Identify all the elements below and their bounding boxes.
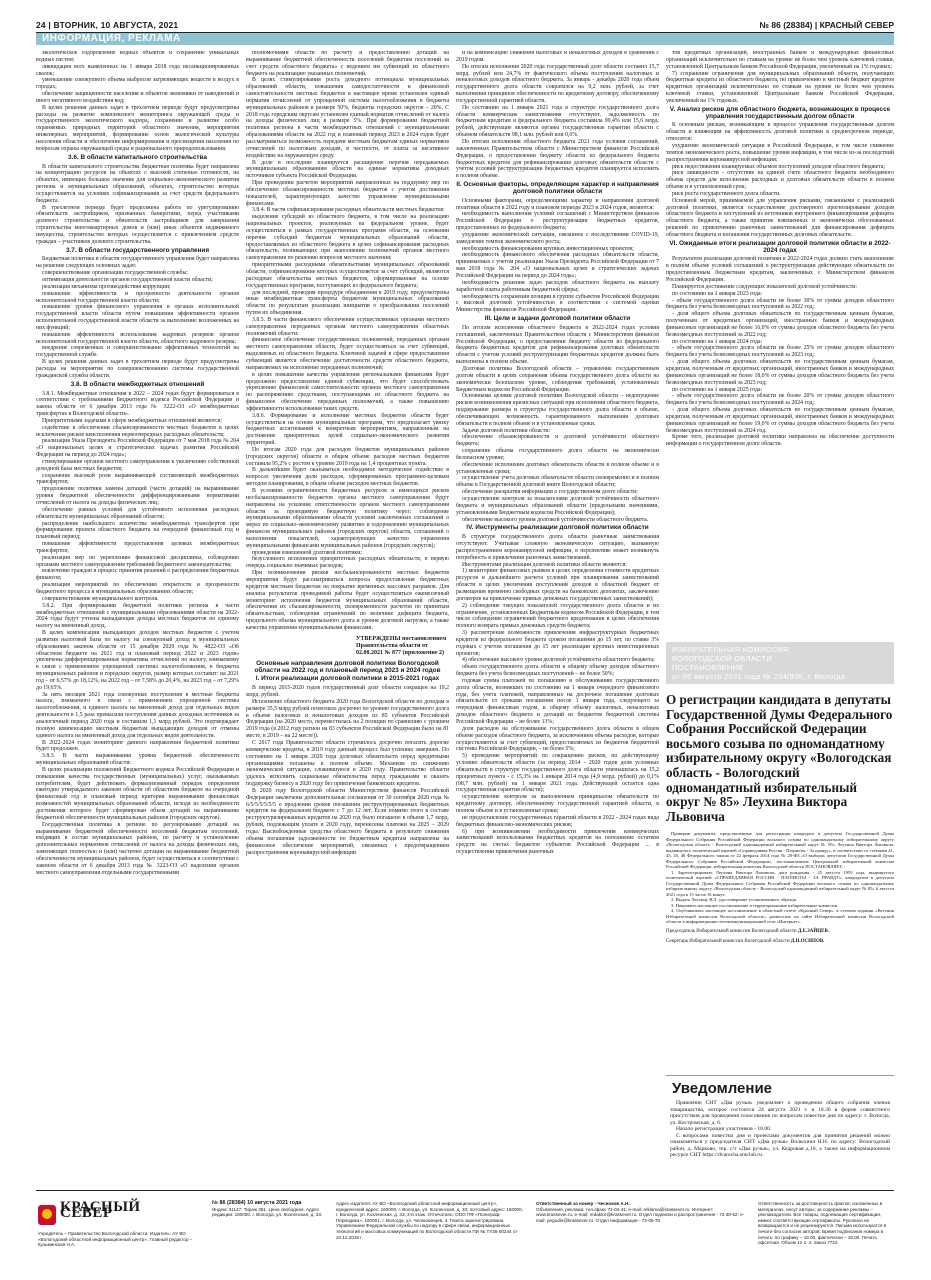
paragraph: - доля общего объема долговых обязательств по государственным ценным бумагам, полученным от кредитных организаций, иностранных банков и международных финансовых организаций не более 16,0% от суммы доходов областного бюджета без учета безвозмездных поступлений за 2022 год; — [666, 311, 894, 338]
paragraph: Задачи долговой политики области: — [462, 427, 551, 434]
paragraph: Кроме того, реализация долговой политики направлена на обеспечение доступности информации о государственном долге области. — [666, 434, 894, 448]
paragraph: - объем государственного долга области не более 20% от суммы доходов областного бюджета без учета безвозмездных поступлений за 2024 год; — [666, 393, 894, 407]
paragraph: В структуре государственного долга области рыночные заимствования отсутствуют. Учитывая сложную экономическую ситуацию, вызванную распространением коронавирусной инфекции, в перспективе может возникнуть потребность в привлечении рыночных заимствований. — [456, 534, 659, 561]
coat-of-arms-icon — [38, 1205, 56, 1225]
paragraph: тов кредитных организаций, иностранных банков и международных финансовых организаций исключительно по ставкам на уровне не более чем уровень ключевой ставки, установленной Центральным банком Российской Федерации, увеличенный на 1% годовых; — [666, 50, 894, 70]
paragraph: В доле в последние планируется расширение перечня передаваемых муниципальным образованиям области на единые нормативы доходных источников субъекта Российской Федерации. — [246, 159, 449, 180]
paragraph: необходимость сохранения позиции в группе субъектов Российской Федерации с высокой долговой устойчивостью в соответствии с системой оценки Министерства финансов Российской Федерации. — [456, 293, 659, 314]
section-heading: IV. Инструменты реализации долговой политики области — [466, 524, 649, 532]
paragraph: по состоянию на 1 января 2025 года: — [672, 386, 763, 393]
notice-date: от 06 августа 2021 года № 204/936, г. Вологда — [672, 672, 846, 681]
notice-paragraph: 2. Выдать Леухину В.Л. удостоверение установленного образца. — [671, 897, 797, 903]
footer-issue-title: № 86 (28384) 10 августа 2021 года — [212, 1200, 302, 1206]
paragraph: - доля общего объема долговых обязательств по государственным ценным бумагам, кредитам, полученным от кредитных организаций, иностранных банков и международных финансовых организаций не более 18,0% от суммы доходов областного бюджета без учета безвозмездных поступлений за 2023 год; — [666, 359, 894, 386]
paragraph: уменьшение совокупного объема выбросов загрязняющих веществ в воздух в городах; — [36, 77, 239, 91]
paragraph: Инструментами реализации долговой политики области являются: — [462, 561, 627, 568]
footer-contact-lines: Объявления, реклама: тел./факс 72-04-41; e-mail: reklama@krassever.ru. Интернет: www.krassever.ru. e-mail: redaktor@krassever.ru. Отдел подписки и распространения - 72-30-62; e-mail: pegodin@krassever.ru. Отдел информации - 72-05-70. — [536, 1206, 745, 1223]
paragraph: 2) соблюдение текущих показателей государственного долга области и их ограничение, установленных Бюджетным кодексом Российской Федерации, в том числе соблюдение ограничений бюджетного кредитования в целях обеспечения полного возврата прямых денежных средств бюджета; — [456, 602, 659, 630]
paragraph: реализация Указа Президента Российской Федерации от 7 мая 2018 года № 204 «О национальных целях и стратегических задачах развития Российской Федерации на период до 2024 года»; — [36, 438, 239, 459]
footer-address: Адрес издателя: АУ ВО «Вологодский областной информационный центр», юридический адрес: 160000, г. Вологда, ул. Козленская, д. 33; почтовый адрес: 160000, г. Вологда, ул. Козленская, д. 33, 3-й этаж. Отпечатано: ООО ПФ «Полиграф-Периодика», 160001, г. Вологда, ул. Челюскинцев, 3. Газета зарегистрирована Управлением Федеральной службы по надзору в сфере связи, информационных технологий и массовых коммуникаций по Вологодской области ПИ № ТУ35-00244 от 22.12.2015 г. — [336, 1201, 523, 1240]
paragraph: содействие в обеспечении сбалансированности местных бюджетов в целях исключения рисков неисполнения первоочередных расходных обязательств; — [36, 424, 239, 438]
paragraph: 3.8.4. В части софинансирования расходных обязательств местных бюджетов: — [252, 207, 445, 214]
sig1-role: Председатель Избирательной комиссии Вологодской области — [666, 928, 797, 934]
notice-signature-1 — [666, 929, 894, 935]
paragraph: совершенствование муниципального контроля. — [42, 595, 159, 602]
paragraph: В целях решения данных задач в трехлетнем периоде будут предусмотрены расходы на мероприятия по совершенствованию системы государственной гражданской службы области. — [36, 359, 239, 379]
paragraph: риск роста государственного долга области. — [672, 190, 781, 197]
paragraph: реализация мероприятий по обеспечению открытости и прозрачности бюджетного процесса в муниципальных образованиях области; — [36, 582, 239, 595]
paragraph: - объем государственного долга области не более 25% от суммы доходов областного бюджета без учета безвозмездных поступлений за 2023 год; — [666, 345, 894, 359]
paragraph: обеспечение сбалансированности и долговой устойчивости областного бюджета; — [456, 434, 659, 448]
section-heading: II. Основные факторы, определяющие характер и направления долговой политики области — [456, 181, 659, 195]
notice-body — [666, 831, 894, 925]
paragraph: Государственная политика в регионе по регулированию дотаций на выравнивание бюджетной обеспеченности поселений бюджетам поселений, входящих в состав муниципальных районов, по расчету и установлению дополнительных нормативов отчислений от налога на доходы физических лиц, заменяющих полностью и (или) частично дотации на выравнивание бюджетной обеспеченности муниципальных районов, будет осуществляться в соответствии с законом области от 6 декабря 2013 года № 3223-ОЗ «О наделении органов местного самоуправления отдельными государственными — [36, 821, 239, 876]
paragraph: 3.8.5. В части финансового обеспечения осуществляемых органами местного самоуправления переданных органам местного самоуправления областных полномочий области: — [246, 316, 449, 337]
paragraph: вовлечение граждан в процесс принятия решений о распределении бюджетных финансов; — [36, 568, 239, 582]
paragraph: Бюджетная политика в области государственного управления будет направлена на решение следующих основных задач: — [36, 256, 239, 270]
sig2-role: Секретарь Избирательной комиссии Вологодской области — [666, 938, 790, 944]
logo-text: КРАСНЫЙ СЕВЕР — [60, 1199, 141, 1221]
paragraph: обеспечение высокого уровня долговой устойчивости областного бюджета. — [462, 516, 649, 523]
paragraph: Основными факторами, определяющими характер и направления долговой политики области в 2022 году и плановом периоде 2023 и 2024 годов, являются: — [456, 197, 659, 211]
paragraph: В дальнейшем будет оказываться необходимое методическое содействие в вопросах увеличения доли расходов, сформированных программно-целевым методом планирования, в общем объеме расходов местных бюджетов. — [246, 467, 449, 488]
paragraph: При проведении расчетов мероприятий направленных на поддержку мер по обеспечению сбалансированности местных бюджетов с учетом достижения показателей, характеризующих качество управления муниципальными финансами. — [246, 180, 449, 207]
paragraph: совершенствование организации государственной службы; — [42, 270, 188, 277]
section-heading: 3.8. В области межбюджетных отношений — [70, 380, 205, 388]
paragraph: Основной мерой, принимаемой для управления рисками, связанными с реализацией долговой политики, является осуществление достоверного прогнозирования доходов областного бюджета и поступлений из источников внутреннего финансирования дефицита областного бюджета, а также принятие взвешенных и экономически обоснованных решений по привлечению рыночных заимствований для финансирования дефицита областного бюджета и погашения государственных долговых обязательств. — [666, 197, 894, 238]
notice-signature-2 — [666, 939, 894, 945]
paragraph: риск недостижения планируемых объемов поступлений доходов областного бюджета; — [672, 163, 886, 170]
paragraph: по состоянию на 1 января 2024 года: — [672, 338, 763, 345]
paragraph: В трехлетнем периоде будет продолжена работа по урегулированию обязательств застройщиков, признанных банкротами, перед участниками долевого строительства и обязательств застройщиков для завершения строительства многоквартирных домов и (или) иных объектов недвижимого имущества, строительство которых осуществляется с привлечением средств граждан – участников долевого строительства. — [36, 204, 239, 245]
paragraph: риск ликвидности - отсутствие на единой счете областного бюджета необходимого объема средств для исполнения расходных и долговых обязательств области в полном объеме и в установленный срок; — [666, 170, 894, 191]
paragraph: сохранение объема государственного долга области на экономически безопасном уровне; — [456, 448, 659, 461]
paragraph: С 2017 года Правительство области стремилось досрочно погасить дорогие коммерческие кредиты, в 2019 году данный процесс был успешно завершен. По состоянию на 1 января 2020 года долговых обязательств перед кредитными организациями погашены в полном объеме. Механизм по снижению экономической ситуации, сложившуюся в 2020 году. Правительство области удалось исполнить социальные обязательства перед гражданами и оказать поддержку бизнесу в 2020 году без привлечения банковских кредитов. — [246, 740, 449, 788]
paragraph: повышение эффективности использования кадровых резервов органов исполнительной государственной власти области, областного кадрового резерва; — [36, 331, 239, 345]
notice-paragraph: Проверив документы, представленные для регистрации кандидата в депутаты Государственной Думы Федерального Собрания Российской Федерации восьмого созыва по одномандатному избирательному округу «Вологодская область - Вологодский одномандатный избирательный округ № 85» Леухина Виктора Львовича, выдвинутого политической партией «Справедливая Россия - Патриоты - За правду», в соответствии со статьями 41, 43, 45, 48 Федерального закона от 22 февраля 2014 года № 20-ФЗ «О выборах депутатов Государственной Думы Федерального Собрания Российской Федерации», постановлением Центральной избирательной комиссии Российской Федерации, избирательная комиссия Вологодской области ПОСТАНОВЛЯЕТ: — [666, 831, 894, 870]
paragraph: 3) рассмотрение возможности привлечения инфраструктурных бюджетных кредитов из федерального бюджета сроком погашения до 15 лет, по ставке 3% годовых с учетом погашения до 15 лет реализации крупных инвестиционных проектов; — [456, 630, 659, 657]
paragraph: 1) мониторинг финансовых рынков в целях определения стоимости кредитных ресурсов и дальнейшего расчета условий при планировании заимствований области в целях увеличения поступлений доходов в областной бюджет от размещения временно свободных средств на банковских депозитах, заключению договоров на привлечение прямых денежных государственных заимствований); — [456, 568, 659, 602]
notice-doc-type: ПОСТАНОВЛЕНИЕ — [672, 663, 744, 672]
paragraph: распределение наибольшего количества межбюджетных трансфертов при формировании проекта областного бюджета на очередной финансовый год и плановый период; — [36, 520, 239, 541]
paragraph: в целях повышения качества управления региональными финансами будет продолжено предоставление единой субвенции, что будет способствовать укреплению финансовой самостоятельности органов местного самоуправления по распоряжению средствами, поступающими из областного бюджета на финансовое обеспечение переданных полномочий, а также повышению эффективности использования таких средств. — [246, 371, 449, 412]
paragraph: и на компенсацию снижения налоговых и неналоговых доходов в сравнении с 2019 годом. — [456, 50, 659, 63]
paragraph: объем государственного долга области к общему объему доходов областного бюджета без учета безвозмездных поступлений – не более 50%; — [456, 664, 659, 678]
approval-stamp: УТВЕРЖДЕНЫ постановлением Правительства области от 02.08.2021 № 877 (приложение 2) — [356, 635, 447, 656]
notice-paragraph: 4. Опубликовать настоящее постановление в областной газете «Красный Север», в сетевом издании «Вестник Избирательной комиссии Вологодской области», разместить на сайте Избирательной комиссии Вологодской области в информационно-телекоммуникационной сети «Интернет». — [666, 908, 894, 925]
notification-title: Уведомление — [672, 1080, 773, 1097]
section-heading: III. Цели и задачи долговой политики области — [484, 315, 631, 323]
paragraph: внедрение современных и совершенствование эффективных технологий на государственной службе. — [36, 345, 239, 359]
paragraph: ликвидация всех выявленных на 1 января 2018 года несанкционированных свалок; — [36, 63, 239, 77]
notification-body — [666, 1100, 894, 1159]
paragraph: 4) обеспечение высокого уровня долговой устойчивости областного бюджета; — [462, 657, 655, 664]
section-heading: I. Итоги реализации долговой политики в 2015-2021 годах — [255, 675, 440, 683]
notice-headline: О регистрации кандидата в депутаты Государственной Думы Федерального Собрания Российской Федерации восьмого созыва по одномандатному избирательному округу «Вологодская область - Вологодский одномандатный избирательный округ № 85» Леухина Виктора Львовича — [666, 692, 893, 824]
paragraph: 7) сохранение ограничения для муниципальных образований области, получающих бюджетные кредиты из областного бюджета, по привлечению в местный бюджет кредитов кредитных организаций исключительно по ставкам на уровне не более чем уровень ключевой ставки, установленной Центральным банком Российской Федерации, увеличенный на 1% годовых. — [666, 70, 894, 104]
paragraph: Основными целями долговой политики Вологодской области – недопущение рисков возникновения кризисных ситуаций при исполнении областного бюджета, поддержание размера и структуры государственного долга области в объеме, обеспечивающем возможность гарантированного выполнения долговых обязательств в полном объеме и в установленные сроки. — [456, 393, 659, 427]
notice-paragraph: 3. Направить настоящее постановление в территориальные избирательные комиссии. — [671, 902, 839, 908]
paragraph: В 2020 году Вологодской области Министерством финансов Российской Федерации заключены дополнительные соглашения от 30 сентября 2020 года № 6/5/5/5/5/5/5 о продлении сроков погашения реструктурированных бюджетных кредитов на федеральном бюджете с 7 до 12 лет. Если помимо этого в составе реструктуризированных кредитов на 2020 год было погашено в объеме 1,7 млрд. рублей, подлежащим уплате в 2020 году, перенесены платежи на 2025 – 2029 годы. Высвобожденные средства областного бюджета в результате снижения объема погашения задолженности по бюджетным кредитам направлены на финансовое обеспечение мероприятий, связанных с предотвращением распространения коронавирусной инфекции — [246, 787, 449, 856]
paragraph: безусловного исполнения приоритетных расходных обязательств, в первую очередь социально значимых расходов; — [246, 556, 449, 570]
footer-issue — [212, 1201, 330, 1218]
paragraph: обеспечение защищенности населения и объектов экономики от наводнений и иного негативного воздействия вод; — [36, 91, 239, 104]
newspaper-logo — [38, 1199, 188, 1227]
paragraph: ухудшение экономической ситуации, связанное с последствиями COVID-19, замедление темпов экономического роста; — [456, 231, 659, 245]
paragraph: К основным рискам, возникающим в процессе управления государственным долгом области и влияющим на эффективность долговой политики в среднесрочном периоде, относятся: — [666, 122, 894, 143]
paragraph: По итогам исполнения областного бюджета 2021 года условия соглашений, заключенных Правительством области с Министерством финансов Российской Федерации, о предоставлении бюджету области из федерального бюджета бюджетных кредитов для рефинансирования долговых обязательств области с учетом условий реструктуризации бюджетных кредитов планируется исполнить в полном объеме. — [456, 138, 659, 180]
notification-paragraph: Начало регистрации участников - 18.00. — [676, 1126, 772, 1132]
paragraph: выделение субсидий из областного бюджета, в том числе на реализацию национальных проектов, реализуемых на федеральном уровне, будет осуществляться в рамках государственных программ области, на основании перечня субсидий бюджетам муниципальных образований области, предоставляемых из областного бюджета в целях софинансирования расходных обязательств, возникающих при выполнении полномочий органов местного самоуправления по решению вопросов местного значения; — [246, 214, 449, 262]
paragraph: сохранение высокой роли выравнивающей составляющей межбюджетных трансфертов; — [36, 472, 239, 486]
paragraph: осуществление контроля за выполнением принципалом обязательств по кредитному договору, обеспеченному государственной гарантией области, в полном объеме и в установленные сроки; — [456, 794, 659, 814]
paragraph: 3.8.3. В части выравнивания уровня бюджетной обеспеченности муниципальных образований области: — [36, 753, 239, 767]
page-date: 24 | ВТОРНИК, 10 АВГУСТА, 2021 — [36, 20, 179, 30]
article-column-3 — [456, 50, 659, 1180]
sig1-name: Д.Е.ЗАЙЦЕВ. — [797, 928, 830, 934]
paragraph: За пять месяцев 2021 года совокупные поступления в местные бюджеты налога, взимаемого в связи с применением упрощенной системы налогообложения, и единого налога на вмененный доход для отдельных видов деятельности в 1,5 раза превысили поступления данных доходных источников за аналогичный период 2020 года и составили 1,1 млрд рублей. Это подтверждает полную компенсацию местным бюджетам выпадающих доходов от отмены единого налога на вмененный доход для отдельных видов деятельности. — [36, 691, 239, 739]
paragraph: обеспечение равных условий для устойчивого исполнения расходных обязательств муниципальных образований области; — [36, 506, 239, 520]
paragraph: Результатом реализации долговой политики в 2022-2024 годах должно стать выполнение в полном объеме условий соглашений о реструктуризации действующих обязательств по предоставленным бюджетным кредитам, заключенных с Министерством финансов Российской Федерации. — [666, 256, 894, 283]
paragraph: годовая сумма платежей по погашению и обслуживанию государственного долга области, возникших по состоянию на 1 января очередного финансового года, без учета платежей, направленных на досрочное погашение долговых обязательств со сроками погашения после 1 января года, следующего за очередным финансовым годом, к общему объему налоговых, неналоговых доходов областного бюджета и дотаций из бюджетов бюджетной системы Российской Федерации – не более 13%; — [456, 677, 659, 725]
snt-notification — [666, 1075, 894, 1181]
paragraph: повышение уровня финансового управления в органах исполнительной государственной власти области путем повышения эффективности органов исполнительной государственной власти области за выполнение возложенных на них функций; — [36, 304, 239, 331]
paragraph: В целях стимулирования роста доходного потенциала муниципальных образований области, повышения самодостаточности и финансовой самостоятельности местных бюджетов в настоящее время установлен единый норматив отчислений от упрощенной системы налогообложения в бюджеты муниципальных районов в размере 50%, бюджеты городских округов – 20%. С 2018 года городским округам установлен единый норматив отчислений от налога на доходы физических лиц в размере 5%. При формировании бюджетной политики региона в части межбюджетных отношений с муниципальными образованиями области на 2022 год и плановый период 2023 и 2024 годов будет рассматриваться возможность передачи местным бюджетам единых нормативов отчислений по налоговым доходам, в частности, от платы за негативное воздействие на окружающую среду. — [246, 77, 449, 159]
footer-responsible: Ответственный за номер - Чесноков А.Н. — [536, 1201, 630, 1206]
paragraph: Приоритетными задачами в сфере межбюджетных отношений являются: — [42, 417, 223, 424]
paragraph: 3.8.6. Формирование и исполнение местных бюджетов области будет осуществляться на основе муниципальных программ, что предполагает увязку бюджетных ассигнований к конкретным мероприятиям, направленным на достижение приоритетных целей социально-экономического развития территорий. — [246, 412, 449, 447]
paragraph: При возникновении рисков несбалансированности местных бюджетов мероприятия будут рассматриваться вопросы предоставления бюджетных кредитов местным бюджетам на покрытие временных кассовых разрывов. Для анализа результатов проводимой работы будет осуществляться ежемесячный мониторинг исполнения бюджетов муниципальных образований области, обеспечения их сбалансированности, своевременности расчетов по принятым обязательствам, соблюдения ограничений по величине дефицита бюджета, предельного объема муниципального долга и уровня долговой нагрузки, а также качества управления муниципальными финансами. — [246, 570, 449, 631]
paragraph: В целях компенсации выпадающих доходов местных бюджетов с учетом развития налоговой базы по налогу на совокупный доход в муниципальных образованиях законом области от 15 декабря 2020 года № 4822-ОЗ «Об областном бюджете на 2021 год и плановый период 2022 и 2023 годов» увеличены дифференцированные нормативы отчислений по налогу, взимаемому в связи с применением упрощенной системы налогообложения, в бюджеты муниципальных районов и городских округов, размер которых составит: на 2021 год – от 6,57% до 18,12%, на 2022 год – от 7,58% до 20,4%, на 2023 год – от 7,29% до 19,65%. — [36, 630, 239, 691]
paragraph: осуществление учета долговых обязательств области своевременно и в полном объеме в Государственной долговой книге Вологодской области; — [456, 475, 659, 489]
paragraph: По итогам 2020 года для расходов бюджетов муниципальных районов (городских округов) области в общем объеме расходов местных бюджетов составила 95,2% с ростом к уровню 2019 года на 1,4 процентных пункта. — [246, 446, 449, 467]
sig2-name: Д.Н.ОСИПОВ. — [790, 938, 825, 944]
section-heading: Основные направления долговой политики Вологодской области на 2022 год и плановый период 2023 и 2024 годов — [254, 659, 441, 674]
paragraph: не предоставление государственных гарантий области в 2022 - 2024 годах вида бюджетных финансово-экономических рисков; — [456, 814, 659, 828]
section-heading: 3.6. В области капитального строительства — [68, 153, 207, 161]
paragraph: - доля общего объема долговых обязательств по государственным ценным бумагам, кредитам, полученным от кредитных организаций, иностранных банков и международных финансовых организаций не более 19,0% от суммы доходов областного бюджета без учета безвозмездных поступлений за 2024 год. — [666, 407, 894, 434]
paragraph: В целях реализации положений Бюджетного кодекса Российской Федерации и повышения качества государственных (муниципальных) услуг, оказываемых потребителям, будет действовать формализованный порядок определения ежегодно утверждаемого законом области об областном бюджете на очередной финансовый год и плановый период критерия выравнивания финансовых возможностей муниципальных образований области, исходя из необходимости достижения которого будет сформирован объем дотаций на выравнивание бюджетной обеспеченности муниципальных районов (городских округов). — [36, 766, 239, 821]
paragraph: 5) проведение мероприятий по сокращению рисков, по действующему условию обязательств области (за период 2014 - 2020 годов доля условных обязательств в структуре государственного долга области уменьшилась на 15,2 процентных пункта - с 15,3% на 1 января 2014 года (4,9 млрд. рублей) до 0,1% (98,7 млн. рублей) на 1 января 2021 года. Действующей остается одна государственная гарантия области); — [456, 753, 659, 794]
page-header — [36, 18, 894, 33]
article-column-2 — [246, 50, 449, 1180]
paragraph: доля расходов на обслуживание государственного долга области в общем объеме расходов областного бюджета, за исключением объема расходов, которые осуществляются за счет субвенций, предоставляемых из бюджетов бюджетной системы Российской Федерации, – не более 5%; — [456, 725, 659, 753]
notice-org-line1: ИЗБИРАТЕЛЬНАЯ КОМИССИЯ — [672, 645, 789, 654]
paragraph: реализация механизма противодействия коррупции; — [42, 283, 171, 290]
paragraph: В условиях ограниченности бюджетных ресурсов и имеющихся рисков несбалансированности бюджетов органы местного самоуправления будут направлены на усиление ответственности органов местного самоуправления области за проводимую бюджетную политику через: соблюдение муниципальными образованиями области условий заключенных соглашений о мерах по социально-экономическому развитию и оздоровлению муниципальных финансов муниципальных районов (городских округов) области, соглашений о выполнении показателей, характеризующих качество управления муниципальными финансами муниципальных районов (городских округов); — [246, 488, 449, 549]
paragraph: необходимость решения задач расходов областного бюджета на выплату заработной платы работникам бюджетной сферы; — [456, 279, 659, 293]
paragraph: повышение эффективности и прозрачности деятельности органов исполнительной государственной власти области; — [36, 290, 239, 304]
paragraph: В целях решения данных задач в трехлетнем периоде будут предусмотрены расходы на развитие комплексного мониторинга окружающей среды и государственного экологического надзора, сохранение и развитие особо охраняемых природных территорий областного значения, мероприятия инженерных мероприятий, формирование основ экологической культуры населения области и обеспечение информирования и просвещения населения по вопросам охраны окружающей среды и рационального природопользования. — [36, 104, 239, 152]
paragraph: полномочиями области по расчету и предоставлению дотаций на выравнивание бюджетной обеспеченности поселений бюджетам поселений за счет средств областного бюджета» с ведением им субвенций из областного бюджета на реализацию указанных полномочий. — [246, 50, 449, 77]
notice-org-block — [666, 642, 894, 684]
section-heading: 3.7. В области государственного управления — [65, 246, 210, 254]
paragraph: стимулирование органов местного самоуправления к увеличению собственной доходной базы местных бюджетов; — [36, 458, 239, 472]
section-band — [36, 33, 894, 45]
paragraph: Исполнение областного бюджета 2020 года Вологодской области по доходам в размере 35,5 млрд рублей позволило досрочно по уровню государственного долга в объеме налоговых и неналоговых доходов из 85 субъектов Российской Федерации (на 2020 место, переместилась на 2 позиции по сравнению с уровнем 2019 года (в 2012 году регион на 83 субъектов Российской Федерации было на 81 месте, в 2019 – на 22 месте)). — [246, 698, 449, 740]
paragraph: ухудшение экономической ситуации в Российской Федерации, в том числе снижение темпов экономического роста, повышение уровня инфляции, в том числе из-за последствий распространения коронавирусной инфекции; — [666, 142, 894, 163]
paragraph: По состоянию на 1 января 2021 года в структуре государственного долга области коммерческие заимствования отсутствуют, задолженность по бюджетным кредитам и федерального бюджета составила 99,4% или 15,6 млрд. рублей, действующие являются органы государственные гарантии области с объемом обязательств 98,1 млн. рублей или 0,6%. — [456, 104, 659, 139]
paragraph: По итогам исполнения областного бюджета в 2022-2024 годах условия соглашений, заключенных Правительством области с Министерством финансов Российской Федерации, о предоставлении бюджету области из федерального бюджета бюджетных кредитов для рефинансирования долговых обязательств области с учетом условий реструктуризации бюджетных кредитов должны быть выполнены в полном объеме. — [456, 324, 659, 366]
notification-paragraph: Правление СНТ «Два ручья» уведомляет о проведении общего собрания членов товарищества, которое состоится 24 августа 2021 г. в 18.30 в форме совместного присутствия для проведения голосования по вопросам повестки дня по адресу: г. Вологда, ул. Костромская, д. 6. — [670, 1100, 890, 1126]
paragraph: - объем государственного долга области не более 30% от суммы доходов областного бюджета без учета безвозмездных поступлений за 2022 год; — [666, 297, 894, 311]
paragraph: оптимизация деятельности органов государственной власти области; — [42, 277, 213, 283]
paragraph: необходимость финансового обеспечения расходных обязательств области, принимаемых с учетом реализации Указа Президента Российской Федерации от 7 мая 2018 года № 204 «О национальных целях и стратегических задачах Российской Федерации на период до 2024 года»; — [456, 252, 659, 279]
footer-issue-info: Индекс 31147. Тираж 351. Цена свободная. Адрес редакции: 160000, г. Вологда, ул. Козленская, д. 33. — [212, 1206, 323, 1218]
paragraph: Долговая политика Вологодской области – управление государственным долгом области в целях сохранения объема государственного долга области на экономически безопасном уровне, соблюдения требований, установленных Бюджетным кодексом Российской Федерации. — [456, 365, 659, 393]
notification-paragraph: С вопросами повестки дня и проектами документов для принятия решений можно ознакомиться у председателя СНТ «Два ручья» Волыхина Н.Н. по адресу: Вологодский район, д. Марково, тер. с/т «Два ручья», ул. Кедровая д.10, а также на информационном ресурсе СНТ https://dvarucha.sntclub.ru. — [670, 1132, 890, 1158]
paragraph: осуществление контроля за показателями долговой устойчивости областного бюджета и муниципальных образований области (предельными значениями, установленными Бюджетным кодексом Российской Федерации); — [456, 496, 659, 516]
notice-org-line2: ВОЛОГОДСКОЙ ОБЛАСТИ — [672, 654, 773, 663]
paragraph: для последней, проводим процедуре объединения в 2019 году, предусмотрены иные межбюджетные трансферты бюджетам муниципальных образований области по результатам реализации инициатив о преобразовании поселений путем их объединения. — [246, 289, 449, 317]
paragraph: по состоянию на 1 января 2023 года: — [672, 290, 763, 297]
section-heading: V. Анализ рисков для областного бюджета, возникающих в процессе управления государственным долгом области — [669, 105, 891, 120]
paragraph: В период 2015-2020 годов государственный долг области сокращен на 19,2 млрд. рублей. — [246, 685, 449, 699]
paragraph: проведения взвешенной долговой политики; — [252, 549, 362, 556]
paragraph: 6) при возникновении необходимости привлечения коммерческих заимствований использования бюджетных кредитов на пополнение остатков средств на счетах бюджетов субъектов Российской Федерации ... в осуществлении привлечения рыночных — [456, 828, 659, 856]
paragraph: финансовое обеспечение государственных полномочий, переданных органам местного самоуправления области, будет осуществляться за счет субвенций, выделяемых из областного бюджета. Ключевой задачей в сфере предоставления субвенций является обеспечение достаточности средств областного бюджета, направляемых на исполнение переданных полномочий; — [246, 337, 449, 371]
section-heading: VI. Ожидаемые итоги реализации долговой политики области в 2022-2024 годах — [669, 239, 891, 254]
paragraph: обеспечение раскрытия информации о государственном долге области; — [462, 489, 638, 496]
paragraph: В области капитального строительства бюджетная политика будет направлена на концентрацию ресурсов на объектах с высокой степенью готовности, на объектах, имеющих большое значение для социально-экономического развития региона и муниципальных образований, объектах, строительство которых осуществляется на условиях софинансирования за счет средств федерального бюджета. — [36, 163, 239, 204]
section-title: ИНФОРМАЦИЯ, РЕКЛАМА — [42, 33, 181, 44]
footer-contacts — [536, 1201, 750, 1223]
paragraph: 3.8.1. Межбюджетные отношения в 2022 – 2024 годах будут формироваться в соответствии с требованиями Бюджетного кодекса Российской Федерации и закона области от 6 декабря 2013 года № 3222-ОЗ «О межбюджетных трансфертах в Вологодской области». — [36, 390, 239, 418]
paragraph: Планируется достижение следующих показателей долговой устойчивости: — [672, 283, 857, 290]
footer-legal: Ответственность за достоверность фактов, изложенных в материалах, несут авторы; за содержание рекламы – рекламодатели. Все товары, подлежащие сертификации, имеют соответствующие сертификаты. Рукописи не возвращаются и не рецензируются. Письма используются в печати без согласия авторов. Время подписания номера в печать: по графику – 18.00, фактически – 18.00. Печать офсетная. Объем 12 п. л. Заказ 7722. — [758, 1201, 887, 1246]
paragraph: реализация мер по укреплению финансовой дисциплины, соблюдению органами местного самоуправления требований бюджетного законодательства; — [36, 554, 239, 568]
page-footer — [36, 1190, 894, 1269]
issue-paper: № 86 (28384) | КРАСНЫЙ СЕВЕР — [759, 20, 894, 30]
paragraph: повышение эффективности предоставления целевых межбюджетных трансфертов; — [36, 541, 239, 554]
paragraph: приоритетными расходными обязательствами муниципальных образований области, софинансирование которых осуществляется за счет субсидий, являются расходные обязательства местных бюджетов, сформированные на основе государственных программ, поступающих из федерального бюджета; — [246, 262, 449, 289]
paragraph: обеспечение исполнения долговых обязательств области в полном объеме и в установленные сроки; — [456, 461, 659, 475]
article-column-4 — [666, 50, 894, 635]
paragraph: 3.8.2. При формировании бюджетной политики региона в части межбюджетных отношений с муниципальными образованиями области на 2022-2024 годы будут учтены выпадающие доходы местных бюджетов по единому налогу на вмененный доход. — [36, 602, 239, 630]
paragraph: необходимость финансирования крупных инвестиционных проектов; — [462, 245, 634, 252]
paragraph: В 2022-2024 годах мониторинг данного направления бюджетной политики будет продолжен. — [36, 739, 239, 753]
paragraph: необходимость выполнения условий соглашений с Министерством финансов Российской Федерации о реструктуризации бюджетных кредитов, предоставленных из федерального бюджета; — [456, 211, 659, 232]
paragraph: экологическое оздоровление водных объектов и сохранение уникальных водных систем; — [36, 50, 239, 63]
notice-paragraph: 1. Зарегистрировать Леухина Виктора Львовича, дата рождения - 25 августа 1959 года, выдвинутого политической партией «СПРАВЕДЛИВАЯ РОССИЯ - ПАТРИОТЫ - ЗА ПРАВДУ», кандидатом в депутаты Государственной Думы Федерального Собрания Российской Федерации восьмого созыва по одномандатному избирательному округу «Вологодская область - Вологодский одномандатный избирательный округ № 85» 6 августа 2021 года в 15 часов 16 минут. — [666, 869, 894, 897]
election-commission-notice — [666, 642, 894, 1072]
paragraph: продолжение политики замены дотаций (части дотаций) на выравнивание уровня бюджетной обеспеченности дифференцированными нормативами отчислений от налога на доходы физических лиц; — [36, 486, 239, 506]
footer-founders: Учредитель – Правительство Вологодской области. Издатель: АУ ВО «Вологодский областной информационный центр». Главный редактор – Кузьминская Н.А. — [38, 1231, 193, 1248]
article-column-1 — [36, 50, 239, 1180]
paragraph: По итогам исполнения 2020 года государственный долг области составил 15,7 млрд. рублей или 24,7% от фактического объема поступления налоговых и неналоговых доходов областного бюджета. За январь - декабрь 2020 года объем государственного долга области сократился на 9,2 млн. рублей, за счет выполнения принципов обеспеченности по кредитному договору, обеспеченному государственной гарантией области. — [456, 63, 659, 104]
